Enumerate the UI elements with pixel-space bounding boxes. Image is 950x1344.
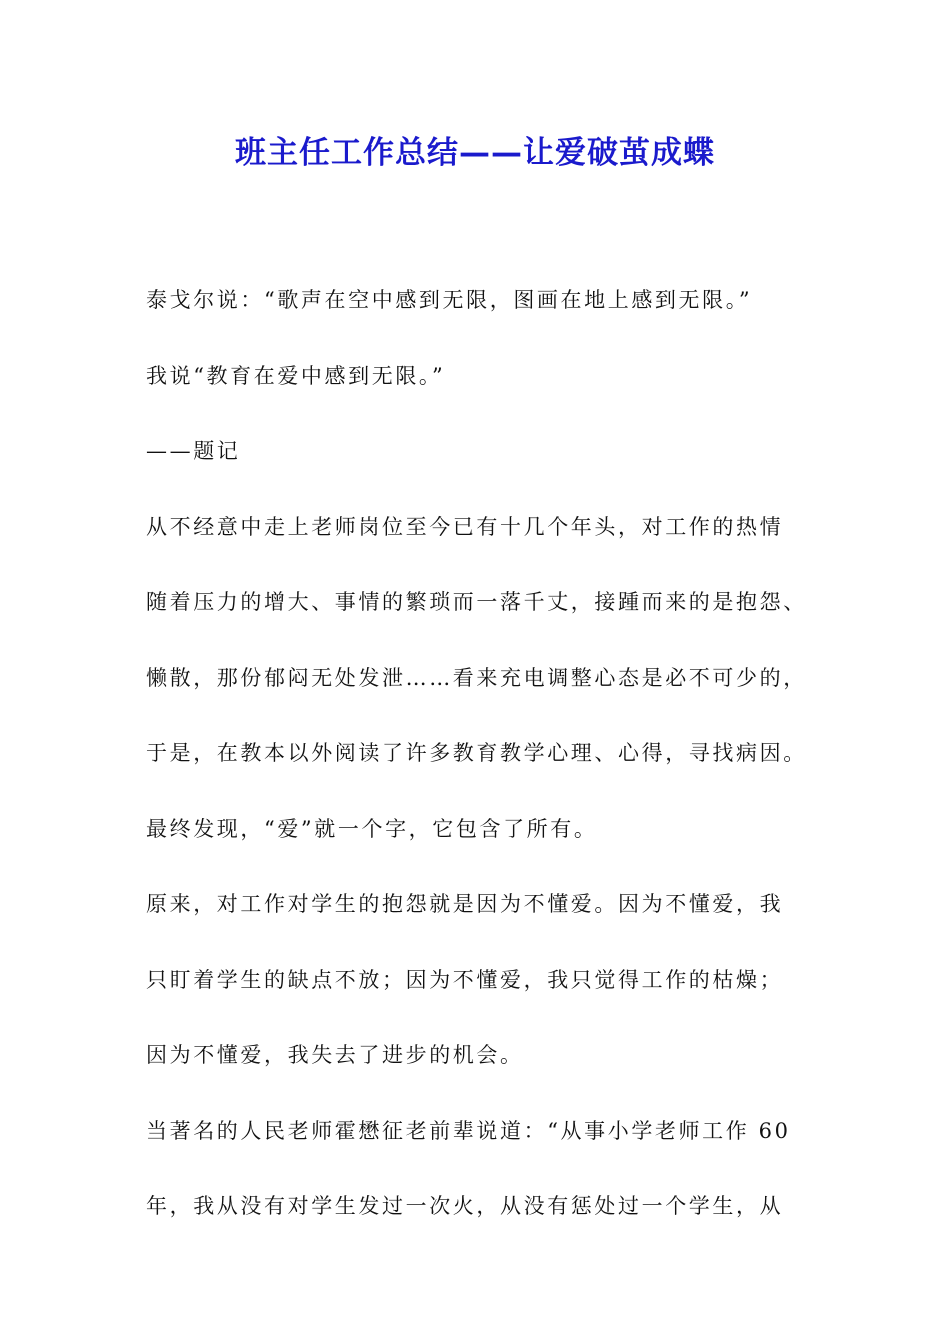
paragraph-line: 年，我从没有对学生发过一次火，从没有惩处过一个学生，从 [146,1194,784,1218]
paragraph-line: 原来，对工作对学生的抱怨就是因为不懂爱。因为不懂爱，我 [146,892,784,916]
paragraph-line: 懒散，那份郁闷无处发泄……看来充电调整心态是必不可少的， [146,665,807,690]
paragraph-line: 当著名的人民老师霍懋征老前辈说道：“从事小学老师工作 60 [146,1118,791,1143]
epigraph-line-1: 泰戈尔说：“歌声在空中感到无限，图画在地上感到无限。” [146,288,753,312]
document-title: 班主任工作总结——让爱破茧成蝶 [235,135,715,171]
epigraph-attribution: ——题记 [146,439,241,463]
paragraph-line: 最终发现，“爱”就一个字，它包含了所有。 [146,816,598,841]
epigraph-line-2: 我说“教育在爱中感到无限。” [146,363,446,388]
paragraph-line: 只盯着学生的缺点不放；因为不懂爱，我只觉得工作的枯燥； [146,967,784,992]
paragraph-line: 于是，在教本以外阅读了许多教育教学心理、心得，寻找病因。 [146,741,807,765]
paragraph-line: 从不经意中走上老师岗位至今已有十几个年头，对工作的热情 [146,514,784,539]
paragraph-line: 随着压力的增大、事情的繁琐而一落千丈，接踵而来的是抱怨、 [146,590,807,614]
document-body [146,263,826,1245]
paragraph-line: 因为不懂爱，我失去了进步的机会。 [146,1043,524,1067]
